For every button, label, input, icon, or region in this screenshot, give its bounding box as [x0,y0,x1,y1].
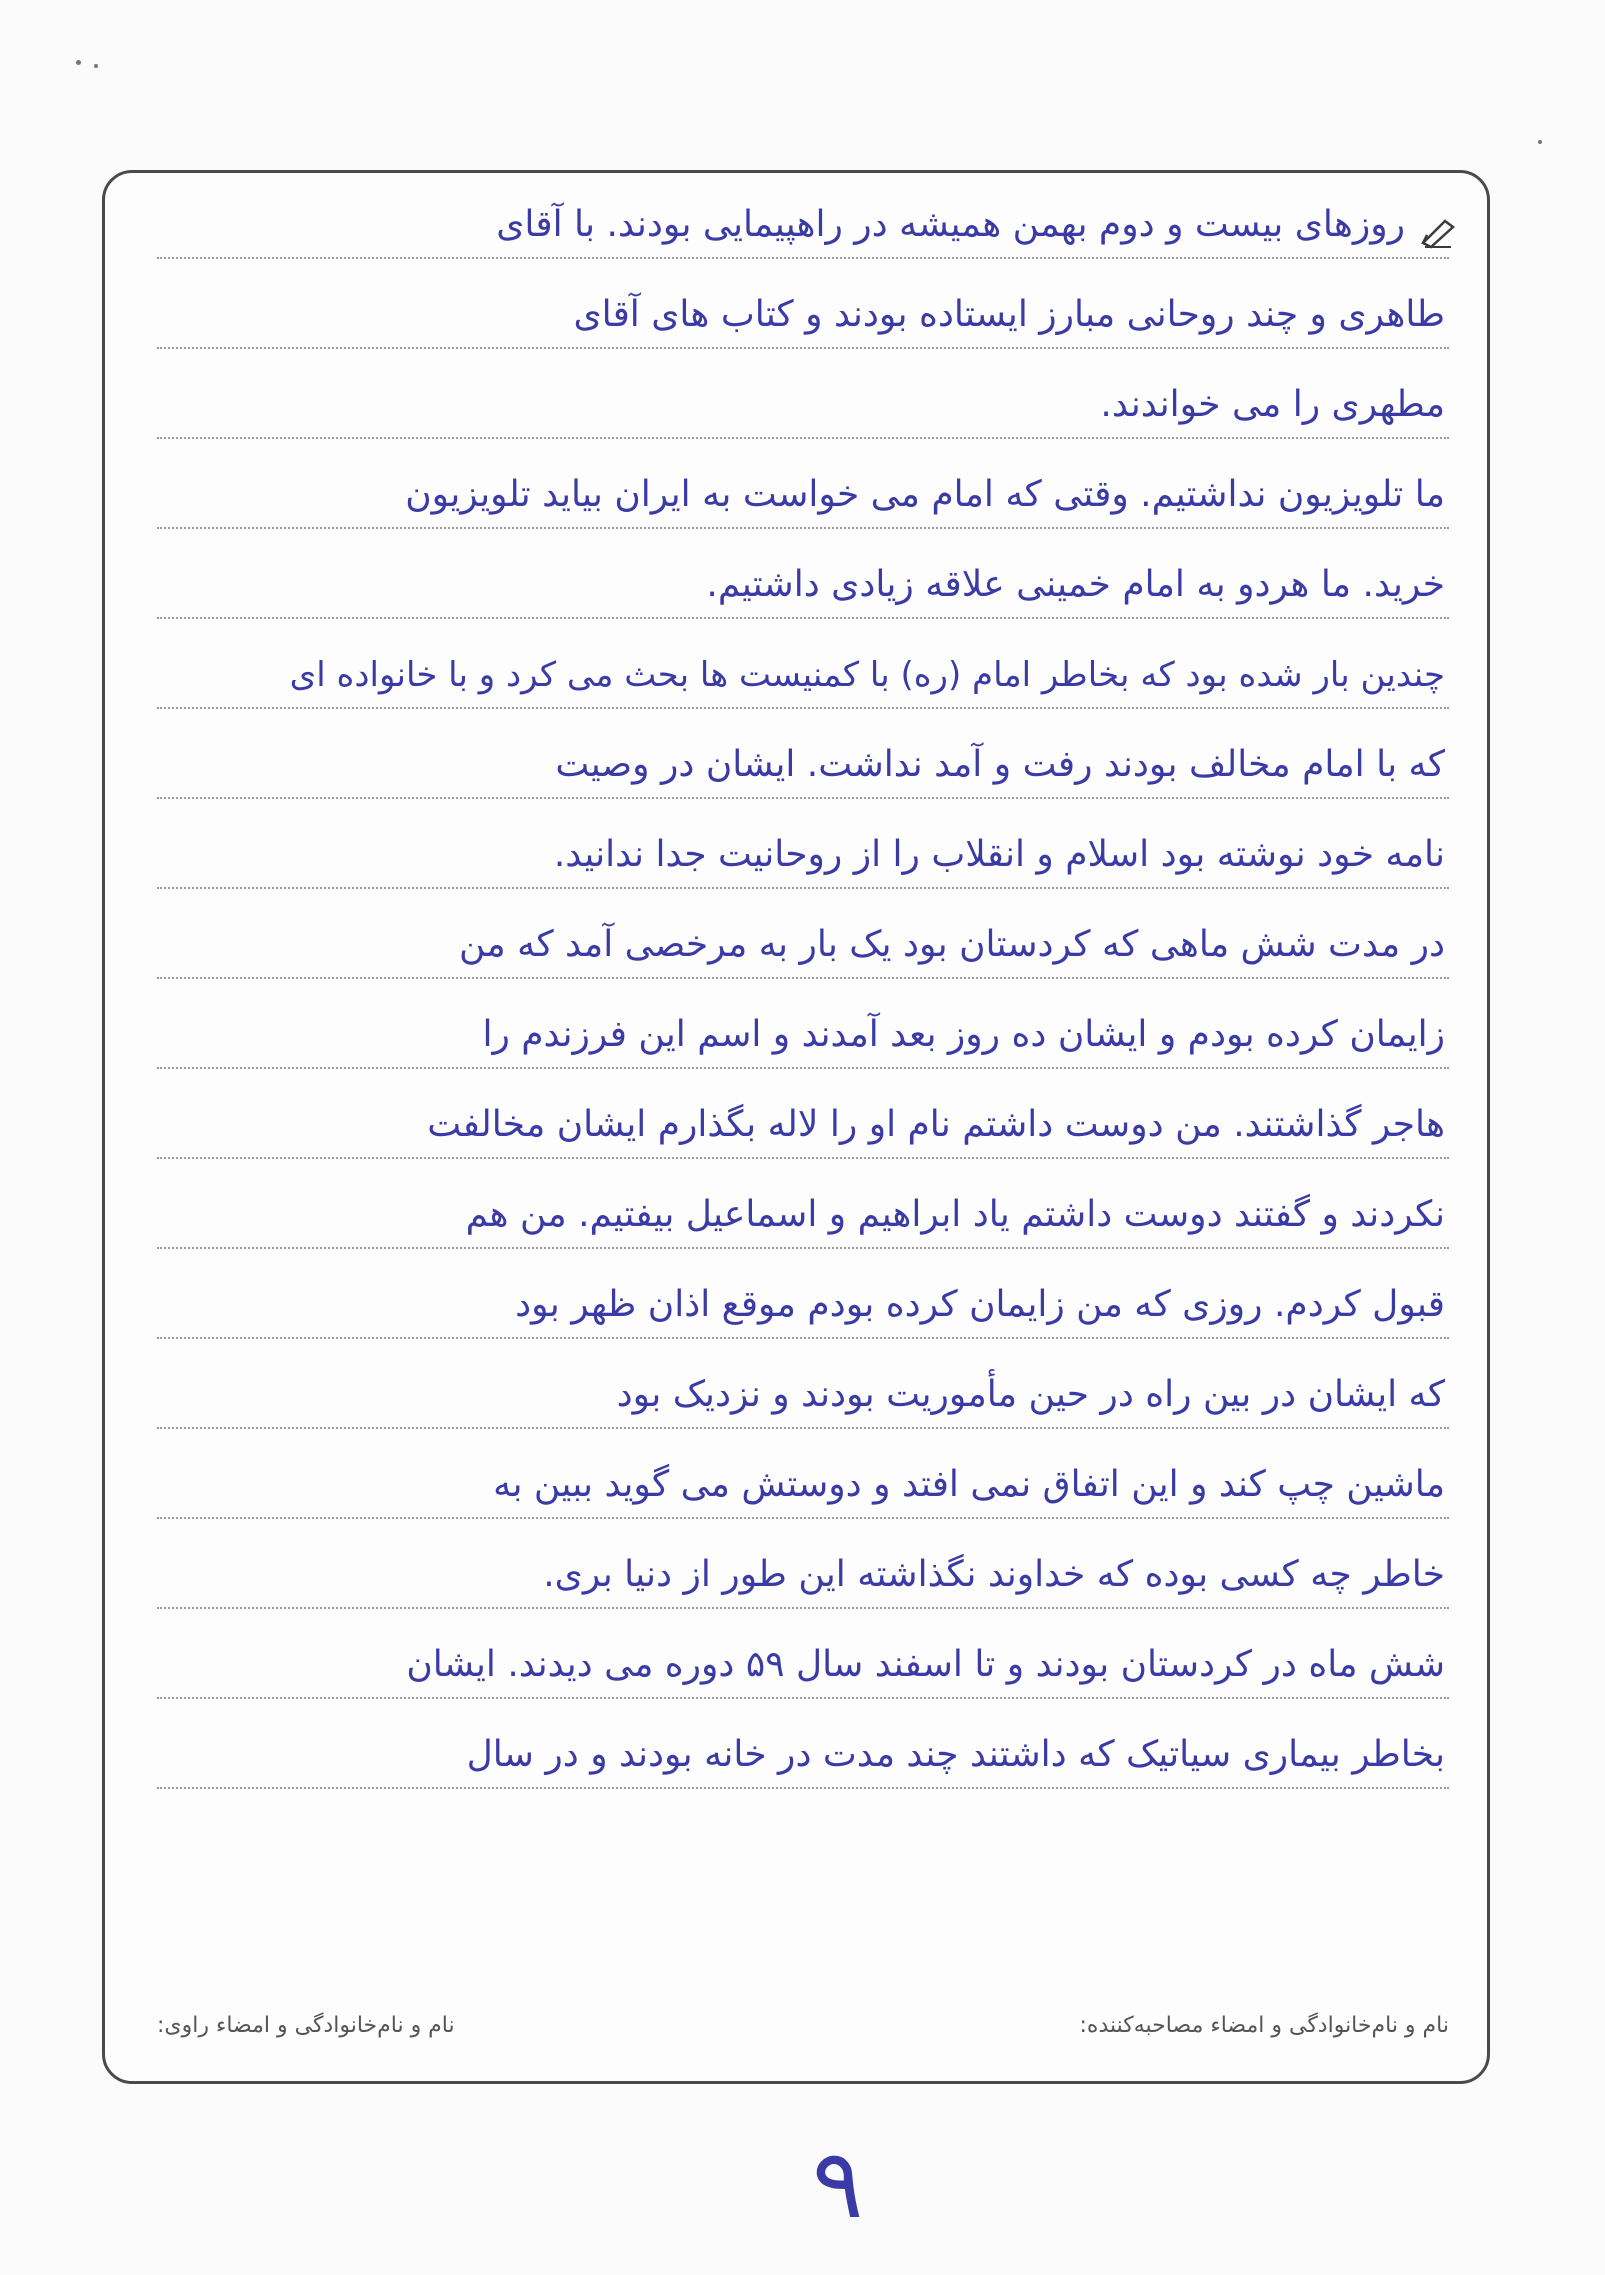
dotted-rule [157,1787,1449,1789]
line-text: که با امام مخالف بودند رفت و آمد نداشت. ایشان در وصیت [555,744,1445,785]
dotted-rule [157,707,1449,709]
line-text: خرید. ما هردو به امام خمینی علاقه زیادی داشتیم. [706,564,1445,605]
pencil-icon [1421,219,1455,249]
line-text: که ایشان در بین راه در حین مأموریت بودند و نزدیک بود [616,1374,1445,1415]
line-text: زایمان کرده بودم و ایشان ده روز بعد آمدند و اسم این فرزندم را [482,1014,1445,1055]
paper-speck [76,60,81,65]
text-line [157,181,1449,271]
line-text: بخاطر بیماری سیاتیک که داشتند چند مدت در خانه بودند و در سال [466,1734,1445,1775]
line-text: در مدت شش ماهی که کردستان بود یک بار به مرخصی آمد که من [459,924,1445,965]
lined-sheet [102,170,1490,2084]
interviewer-signature-label: نام و نام‌خانوادگی و امضاء مصاحبه‌کننده: [1079,2013,1449,2038]
line-text: ماشین چپ کند و این اتفاق نمی افتد و دوستش می گوید ببین به [493,1464,1445,1505]
line-text: مطهری را می خواندند. [1100,384,1445,425]
line-text: نکردند و گفتند دوست داشتم یاد ابراهیم و اسماعیل بیفتیم. من هم [465,1194,1445,1235]
text-line [157,721,1449,811]
dotted-rule [157,1517,1449,1519]
text-line [157,1351,1449,1441]
dotted-rule [157,527,1449,529]
text-line [157,1711,1449,1801]
dotted-rule [157,1697,1449,1699]
line-text: ما تلویزیون نداشتیم. وقتی که امام می خواست به ایران بیاید تلویزیون [405,474,1445,515]
text-line [157,1621,1449,1711]
dotted-rule [157,1247,1449,1249]
line-text: قبول کردم. روزی که من زایمان کرده بودم موقع اذان ظهر بود [515,1284,1445,1325]
text-line [157,631,1449,721]
dotted-rule [157,797,1449,799]
text-line [157,541,1449,631]
text-line [157,271,1449,361]
line-text: روزهای بیست و دوم بهمن همیشه در راهپیمایی بودند. با آقای [496,204,1405,245]
dotted-rule [157,1607,1449,1609]
dotted-rule [157,1157,1449,1159]
dotted-rule [157,977,1449,979]
text-line [157,1441,1449,1531]
text-line [157,1171,1449,1261]
dotted-rule [157,1067,1449,1069]
line-text: هاجر گذاشتند. من دوست داشتم نام او را لاله بگذارم ایشان مخالفت [427,1104,1445,1145]
dotted-rule [157,437,1449,439]
line-text: خاطر چه کسی بوده که خداوند نگذاشته این طور از دنیا بری. [543,1554,1445,1595]
line-text: طاهری و چند روحانی مبارز ایستاده بودند و کتاب های آقای [573,294,1445,335]
text-line [157,361,1449,451]
dotted-rule [157,1427,1449,1429]
text-line [157,1261,1449,1351]
text-line [157,1531,1449,1621]
dotted-rule [157,887,1449,889]
handwritten-text-area [157,181,1449,1801]
line-text: نامه خود نوشته بود اسلام و انقلاب را از روحانیت جدا ندانید. [553,834,1445,875]
dotted-rule [157,1337,1449,1339]
page-number: ۹ [812,2128,864,2240]
paper-speck [1538,140,1542,144]
signature-footer [157,2013,1449,2053]
line-text: چندین بار شده بود که بخاطر امام (ره) با کمنیست ها بحث می کرد و با خانواده ای [289,655,1445,695]
narrator-signature-label: نام و نام‌خانوادگی و امضاء راوی: [157,2013,455,2038]
text-line [157,1081,1449,1171]
text-line [157,451,1449,541]
text-line [157,991,1449,1081]
dotted-rule [157,617,1449,619]
dotted-rule [157,257,1449,259]
dotted-rule [157,347,1449,349]
paper-speck [94,64,98,68]
text-line [157,901,1449,991]
text-line [157,811,1449,901]
line-text: شش ماه در کردستان بودند و تا اسفند سال ۵۹ دوره می دیدند. ایشان [406,1644,1445,1685]
